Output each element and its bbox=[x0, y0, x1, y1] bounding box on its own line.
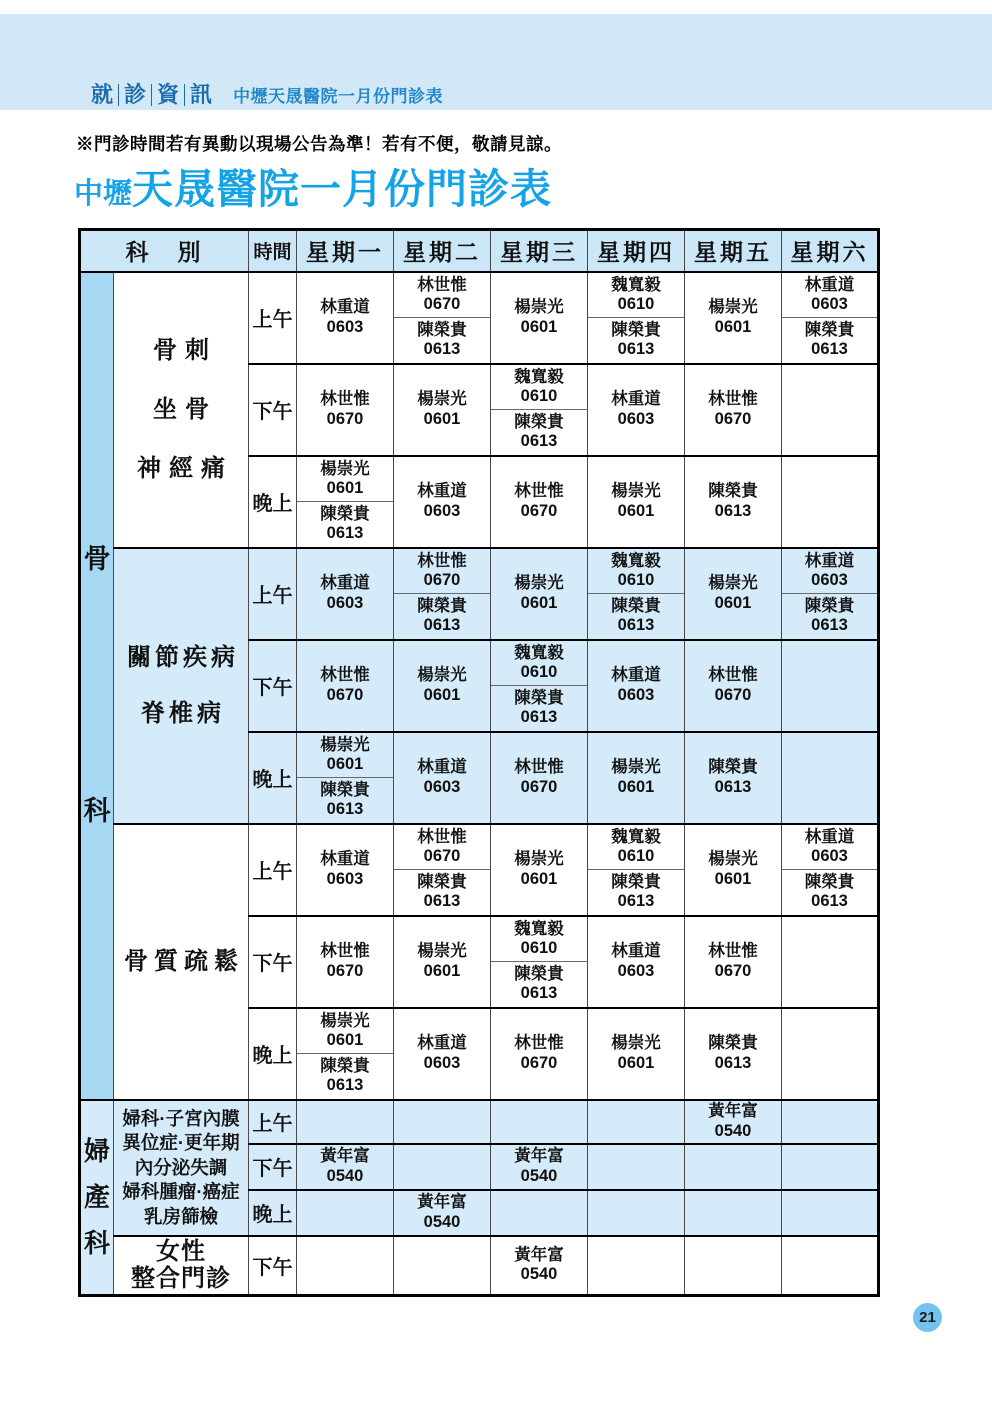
doctor-name: 魏寬毅 bbox=[611, 275, 661, 294]
schedule-cell bbox=[297, 272, 394, 364]
doctor-name: 林世惟 bbox=[417, 827, 467, 846]
doctor-code: 0603 bbox=[811, 571, 848, 589]
schedule-cell bbox=[297, 1008, 394, 1100]
doctor-code: 0601 bbox=[423, 685, 461, 704]
dept-char: 科 bbox=[83, 1228, 110, 1259]
doctor-code: 0540 bbox=[714, 1121, 752, 1140]
doctor-code: 0610 bbox=[617, 847, 655, 865]
doctor-code: 0603 bbox=[811, 295, 848, 313]
schedule-cell bbox=[394, 824, 491, 916]
doctor-code: 0603 bbox=[326, 317, 364, 336]
section-logo bbox=[86, 84, 217, 106]
doctor-code: 0613 bbox=[520, 432, 558, 450]
doctor-code: 0540 bbox=[520, 1166, 558, 1185]
schedule-cell bbox=[394, 548, 491, 640]
doctor-name: 楊崇光 bbox=[417, 942, 467, 961]
schedule-cell bbox=[491, 364, 588, 456]
doctor-name: 林世惟 bbox=[320, 942, 370, 961]
schedule-cell bbox=[491, 548, 588, 640]
subdept-line: 異位症·更年期 bbox=[122, 1132, 240, 1154]
schedule-cell bbox=[685, 916, 782, 1008]
doctor-code: 0610 bbox=[617, 295, 655, 313]
doctor-name: 楊崇光 bbox=[514, 850, 564, 869]
doctor-code: 0670 bbox=[714, 685, 752, 704]
schedule-cell bbox=[297, 364, 394, 456]
schedule-cell-empty bbox=[782, 1100, 879, 1144]
doctor-code: 0603 bbox=[617, 409, 655, 428]
time-label: 上午 bbox=[249, 824, 297, 916]
schedule-cell bbox=[491, 456, 588, 548]
schedule-cell bbox=[491, 916, 588, 1008]
schedule-cell bbox=[685, 824, 782, 916]
doctor-name: 黃年富 bbox=[320, 1147, 370, 1166]
header-day-tue: 星期二 bbox=[394, 230, 491, 272]
subdept-line: 女性 bbox=[156, 1238, 206, 1266]
schedule-cell bbox=[297, 732, 394, 824]
subdept-line: 關節疾病 bbox=[127, 644, 239, 672]
schedule-cell-empty bbox=[588, 1144, 685, 1190]
subdept-line: 整合門診 bbox=[131, 1265, 231, 1293]
doctor-name: 林重道 bbox=[417, 1034, 467, 1053]
schedule-cell bbox=[782, 272, 879, 364]
schedule-cell bbox=[588, 548, 685, 640]
subdept-line: 骨質疏鬆 bbox=[124, 947, 244, 975]
doctor-name: 林世惟 bbox=[708, 390, 758, 409]
schedule-cell-empty bbox=[297, 1236, 394, 1296]
doctor-code: 0670 bbox=[520, 777, 558, 796]
doctor-code: 0601 bbox=[520, 593, 558, 612]
schedule-cell bbox=[685, 272, 782, 364]
doctor-name: 林世惟 bbox=[417, 275, 467, 294]
doctor-name: 林重道 bbox=[417, 482, 467, 501]
doctor-code: 0603 bbox=[326, 593, 364, 612]
subdept-line: 內分泌失調 bbox=[134, 1156, 228, 1178]
doctor-code: 0601 bbox=[714, 869, 752, 888]
subdept-bone-spur-sciatica bbox=[114, 272, 249, 548]
schedule-row bbox=[80, 272, 879, 364]
schedule-row bbox=[80, 1100, 879, 1144]
schedule-cell-empty bbox=[394, 1100, 491, 1144]
doctor-code: 0613 bbox=[617, 892, 655, 910]
doctor-name: 陳榮貴 bbox=[514, 964, 564, 983]
subdept-joint-spine bbox=[114, 548, 249, 824]
dept-char: 產 bbox=[83, 1182, 110, 1213]
doctor-code: 0610 bbox=[520, 663, 558, 681]
schedule-cell bbox=[297, 916, 394, 1008]
schedule-cell bbox=[491, 1144, 588, 1190]
time-label: 下午 bbox=[249, 364, 297, 456]
doctor-code: 0670 bbox=[714, 961, 752, 980]
schedule-cell bbox=[491, 732, 588, 824]
doctor-name: 陳榮貴 bbox=[804, 320, 855, 339]
doctor-name: 林重道 bbox=[611, 666, 661, 685]
doctor-code: 0613 bbox=[617, 616, 655, 634]
schedule-cell bbox=[491, 1008, 588, 1100]
doctor-code: 0601 bbox=[520, 317, 558, 336]
schedule-cell-empty bbox=[685, 1190, 782, 1236]
page-title bbox=[74, 156, 552, 215]
schedule-cell bbox=[588, 732, 685, 824]
time-label: 晚上 bbox=[249, 456, 297, 548]
doctor-name: 林世惟 bbox=[514, 758, 564, 777]
doctor-code: 0613 bbox=[714, 777, 752, 796]
dept-char: 婦 bbox=[83, 1136, 110, 1167]
doctor-code: 0610 bbox=[520, 939, 558, 957]
doctor-name: 林世惟 bbox=[320, 390, 370, 409]
doctor-name: 陳榮貴 bbox=[417, 596, 467, 615]
doctor-name: 陳榮貴 bbox=[708, 758, 758, 777]
time-label: 晚上 bbox=[249, 1190, 297, 1236]
doctor-code: 0613 bbox=[520, 984, 558, 1002]
masthead-subtitle: 中壢天晟醫院一月份門診表 bbox=[233, 87, 444, 106]
doctor-code: 0670 bbox=[714, 409, 752, 428]
schedule-cell-empty bbox=[588, 1100, 685, 1144]
schedule-cell bbox=[297, 1144, 394, 1190]
doctor-name: 楊崇光 bbox=[417, 666, 467, 685]
dept-char: 骨 bbox=[83, 544, 111, 574]
doctor-code: 0613 bbox=[714, 1053, 752, 1072]
schedule-cell bbox=[394, 732, 491, 824]
doctor-code: 0613 bbox=[811, 616, 848, 634]
schedule-cell-empty bbox=[782, 1008, 879, 1100]
subdept-gynecology bbox=[114, 1100, 249, 1236]
schedule-cell-empty bbox=[782, 364, 879, 456]
schedule-cell bbox=[588, 364, 685, 456]
doctor-name: 楊崇光 bbox=[611, 758, 661, 777]
doctor-code: 0670 bbox=[520, 1053, 558, 1072]
schedule-cell bbox=[588, 1008, 685, 1100]
doctor-code: 0670 bbox=[326, 409, 364, 428]
schedule-cell-empty bbox=[782, 1236, 879, 1296]
header-day-mon: 星期一 bbox=[297, 230, 394, 272]
doctor-code: 0601 bbox=[326, 755, 364, 773]
schedule-cell-empty bbox=[588, 1190, 685, 1236]
schedule-row bbox=[80, 824, 879, 916]
doctor-name: 林世惟 bbox=[417, 551, 467, 570]
doctor-name: 黃年富 bbox=[417, 1193, 467, 1212]
doctor-name: 林重道 bbox=[611, 390, 661, 409]
doctor-code: 0601 bbox=[423, 409, 461, 428]
doctor-code: 0613 bbox=[423, 616, 461, 634]
doctor-name: 陳榮貴 bbox=[611, 596, 661, 615]
page-number-badge: 21 bbox=[913, 1303, 942, 1332]
page-title-main: 天晟醫院一月份門診表 bbox=[132, 166, 553, 212]
doctor-code: 0603 bbox=[811, 847, 848, 865]
schedule-cell-empty bbox=[782, 916, 879, 1008]
dept-orthopedics bbox=[80, 272, 114, 1100]
doctor-name: 黃年富 bbox=[514, 1147, 564, 1166]
doctor-code: 0670 bbox=[520, 501, 558, 520]
subdept-women-integrated-clinic bbox=[114, 1236, 249, 1296]
masthead bbox=[86, 82, 443, 107]
doctor-name: 陳榮貴 bbox=[514, 412, 564, 431]
schedule-cell bbox=[685, 364, 782, 456]
doctor-code: 0601 bbox=[423, 961, 461, 980]
subdept-line: 骨刺 bbox=[153, 336, 217, 364]
schedule-cell-empty bbox=[782, 456, 879, 548]
schedule-cell bbox=[394, 916, 491, 1008]
doctor-name: 林重道 bbox=[320, 574, 370, 593]
schedule-cell bbox=[394, 364, 491, 456]
doctor-code: 0603 bbox=[617, 685, 655, 704]
schedule-cell-empty bbox=[685, 1236, 782, 1296]
subdept-line: 婦科·子宮內膜 bbox=[122, 1107, 240, 1129]
schedule-cell-empty bbox=[685, 1144, 782, 1190]
doctor-name: 林重道 bbox=[804, 551, 855, 570]
logo-char: 訊 bbox=[184, 84, 217, 106]
schedule-cell bbox=[297, 548, 394, 640]
subdept-line: 神經痛 bbox=[137, 455, 233, 483]
doctor-code: 0603 bbox=[423, 501, 461, 520]
doctor-name: 陳榮貴 bbox=[611, 320, 661, 339]
doctor-code: 0613 bbox=[423, 340, 461, 358]
doctor-code: 0610 bbox=[617, 571, 655, 589]
doctor-name: 陳榮貴 bbox=[320, 1056, 370, 1075]
doctor-name: 楊崇光 bbox=[514, 298, 564, 317]
time-label: 上午 bbox=[249, 1100, 297, 1144]
time-label: 上午 bbox=[249, 272, 297, 364]
doctor-name: 陳榮貴 bbox=[804, 596, 855, 615]
doctor-name: 林重道 bbox=[320, 298, 370, 317]
doctor-name: 楊崇光 bbox=[611, 482, 661, 501]
doctor-name: 魏寬毅 bbox=[514, 367, 564, 386]
schedule-cell-empty bbox=[588, 1236, 685, 1296]
doctor-code: 0603 bbox=[617, 961, 655, 980]
header-dept: 科 別 bbox=[80, 230, 249, 272]
logo-char: 就 bbox=[91, 82, 114, 107]
doctor-code: 0670 bbox=[326, 685, 364, 704]
doctor-code: 0670 bbox=[423, 571, 461, 589]
schedule-cell bbox=[491, 1236, 588, 1296]
doctor-code: 0601 bbox=[714, 317, 752, 336]
schedule-cell-empty bbox=[297, 1190, 394, 1236]
doctor-code: 0670 bbox=[423, 847, 461, 865]
time-label: 下午 bbox=[249, 1144, 297, 1190]
time-label: 晚上 bbox=[249, 1008, 297, 1100]
doctor-name: 楊崇光 bbox=[611, 1034, 661, 1053]
schedule-cell bbox=[588, 640, 685, 732]
schedule-cell-empty bbox=[491, 1100, 588, 1144]
doctor-code: 0601 bbox=[617, 1053, 655, 1072]
doctor-code: 0613 bbox=[326, 524, 364, 542]
doctor-name: 陳榮貴 bbox=[804, 872, 855, 891]
doctor-name: 陳榮貴 bbox=[417, 872, 467, 891]
doctor-code: 0603 bbox=[423, 777, 461, 796]
page-title-prefix: 中壢 bbox=[74, 178, 133, 210]
schedule-cell-empty bbox=[782, 640, 879, 732]
doctor-code: 0613 bbox=[326, 800, 364, 818]
logo-char: 資 bbox=[151, 84, 184, 106]
schedule-cell bbox=[394, 1190, 491, 1236]
doctor-name: 楊崇光 bbox=[417, 390, 467, 409]
doctor-code: 0670 bbox=[326, 961, 364, 980]
schedule-cell bbox=[685, 548, 782, 640]
doctor-name: 林世惟 bbox=[708, 666, 758, 685]
doctor-name: 楊崇光 bbox=[320, 459, 370, 478]
doctor-name: 陳榮貴 bbox=[611, 872, 661, 891]
schedule-cell bbox=[588, 456, 685, 548]
schedule-row bbox=[80, 1236, 879, 1296]
doctor-name: 林世惟 bbox=[320, 666, 370, 685]
schedule-cell-empty bbox=[782, 732, 879, 824]
doctor-name: 魏寬毅 bbox=[611, 551, 661, 570]
schedule-cell bbox=[685, 456, 782, 548]
schedule-cell bbox=[588, 824, 685, 916]
schedule-cell bbox=[491, 824, 588, 916]
schedule-cell bbox=[685, 1008, 782, 1100]
doctor-name: 楊崇光 bbox=[320, 1011, 370, 1030]
doctor-name: 林世惟 bbox=[514, 482, 564, 501]
clinic-schedule-table bbox=[78, 228, 880, 1297]
schedule-cell-empty bbox=[297, 1100, 394, 1144]
doctor-code: 0540 bbox=[326, 1166, 364, 1185]
header-time: 時間 bbox=[249, 230, 297, 272]
doctor-name: 陳榮貴 bbox=[708, 1034, 758, 1053]
schedule-cell bbox=[685, 1100, 782, 1144]
doctor-name: 林重道 bbox=[804, 275, 855, 294]
doctor-name: 林世惟 bbox=[708, 942, 758, 961]
schedule-cell bbox=[685, 732, 782, 824]
time-label: 下午 bbox=[249, 640, 297, 732]
schedule-cell-empty bbox=[782, 1190, 879, 1236]
doctor-name: 陳榮貴 bbox=[514, 688, 564, 707]
doctor-name: 林重道 bbox=[611, 942, 661, 961]
schedule-cell-empty bbox=[782, 1144, 879, 1190]
doctor-code: 0610 bbox=[520, 387, 558, 405]
dept-obgyn bbox=[80, 1100, 114, 1296]
schedule-cell bbox=[394, 272, 491, 364]
doctor-code: 0540 bbox=[520, 1265, 558, 1284]
schedule-row bbox=[80, 548, 879, 640]
schedule-cell-empty bbox=[394, 1144, 491, 1190]
doctor-name: 楊崇光 bbox=[708, 574, 758, 593]
header-day-thu: 星期四 bbox=[588, 230, 685, 272]
header-day-fri: 星期五 bbox=[685, 230, 782, 272]
time-label: 下午 bbox=[249, 916, 297, 1008]
schedule-notice: ※門診時間若有異動以現場公告為準！若有不便，敬請見諒。 bbox=[76, 134, 562, 154]
doctor-code: 0601 bbox=[326, 479, 364, 497]
doctor-code: 0670 bbox=[423, 295, 461, 313]
doctor-name: 黃年富 bbox=[514, 1245, 564, 1264]
dept-char: 科 bbox=[83, 796, 111, 826]
doctor-code: 0601 bbox=[520, 869, 558, 888]
schedule-cell bbox=[491, 640, 588, 732]
schedule-cell bbox=[297, 640, 394, 732]
doctor-name: 黃年富 bbox=[708, 1102, 758, 1121]
schedule-cell bbox=[394, 640, 491, 732]
doctor-code: 0613 bbox=[811, 340, 848, 358]
doctor-name: 林重道 bbox=[804, 827, 855, 846]
doctor-name: 林重道 bbox=[417, 758, 467, 777]
subdept-line: 脊椎病 bbox=[141, 699, 225, 727]
doctor-code: 0613 bbox=[520, 708, 558, 726]
doctor-code: 0613 bbox=[326, 1076, 364, 1094]
doctor-name: 陳榮貴 bbox=[320, 504, 370, 523]
doctor-name: 楊崇光 bbox=[320, 735, 370, 754]
schedule-cell bbox=[491, 272, 588, 364]
schedule-cell bbox=[297, 824, 394, 916]
schedule-cell-empty bbox=[394, 1236, 491, 1296]
doctor-name: 林世惟 bbox=[514, 1034, 564, 1053]
doctor-name: 魏寬毅 bbox=[514, 643, 564, 662]
doctor-name: 楊崇光 bbox=[708, 298, 758, 317]
doctor-code: 0613 bbox=[617, 340, 655, 358]
time-label: 下午 bbox=[249, 1236, 297, 1296]
subdept-line: 乳房篩檢 bbox=[143, 1205, 218, 1227]
doctor-name: 陳榮貴 bbox=[708, 482, 758, 501]
schedule-cell bbox=[685, 640, 782, 732]
header-day-sat: 星期六 bbox=[782, 230, 879, 272]
doctor-code: 0601 bbox=[714, 593, 752, 612]
doctor-code: 0603 bbox=[326, 869, 364, 888]
doctor-name: 林重道 bbox=[320, 850, 370, 869]
schedule-cell bbox=[588, 272, 685, 364]
doctor-name: 楊崇光 bbox=[514, 574, 564, 593]
schedule-cell bbox=[588, 916, 685, 1008]
doctor-code: 0601 bbox=[617, 777, 655, 796]
schedule-cell bbox=[394, 456, 491, 548]
doctor-code: 0613 bbox=[423, 892, 461, 910]
doctor-code: 0613 bbox=[714, 501, 752, 520]
schedule-cell bbox=[782, 824, 879, 916]
doctor-name: 魏寬毅 bbox=[514, 919, 564, 938]
doctor-name: 魏寬毅 bbox=[611, 827, 661, 846]
subdept-line: 坐骨 bbox=[153, 395, 217, 423]
doctor-code: 0603 bbox=[423, 1053, 461, 1072]
doctor-code: 0601 bbox=[326, 1031, 364, 1049]
doctor-name: 陳榮貴 bbox=[417, 320, 467, 339]
time-label: 晚上 bbox=[249, 732, 297, 824]
doctor-code: 0601 bbox=[617, 501, 655, 520]
subdept-line: 婦科腫瘤·癌症 bbox=[122, 1181, 240, 1203]
schedule-cell bbox=[782, 548, 879, 640]
time-label: 上午 bbox=[249, 548, 297, 640]
doctor-name: 楊崇光 bbox=[708, 850, 758, 869]
schedule-cell-empty bbox=[491, 1190, 588, 1236]
doctor-code: 0540 bbox=[423, 1212, 461, 1231]
schedule-cell bbox=[297, 456, 394, 548]
logo-char: 診 bbox=[118, 84, 151, 106]
table-header-row bbox=[80, 230, 879, 272]
doctor-code: 0613 bbox=[811, 892, 848, 910]
subdept-osteoporosis bbox=[114, 824, 249, 1100]
header-day-wed: 星期三 bbox=[491, 230, 588, 272]
schedule-cell bbox=[394, 1008, 491, 1100]
doctor-name: 陳榮貴 bbox=[320, 780, 370, 799]
